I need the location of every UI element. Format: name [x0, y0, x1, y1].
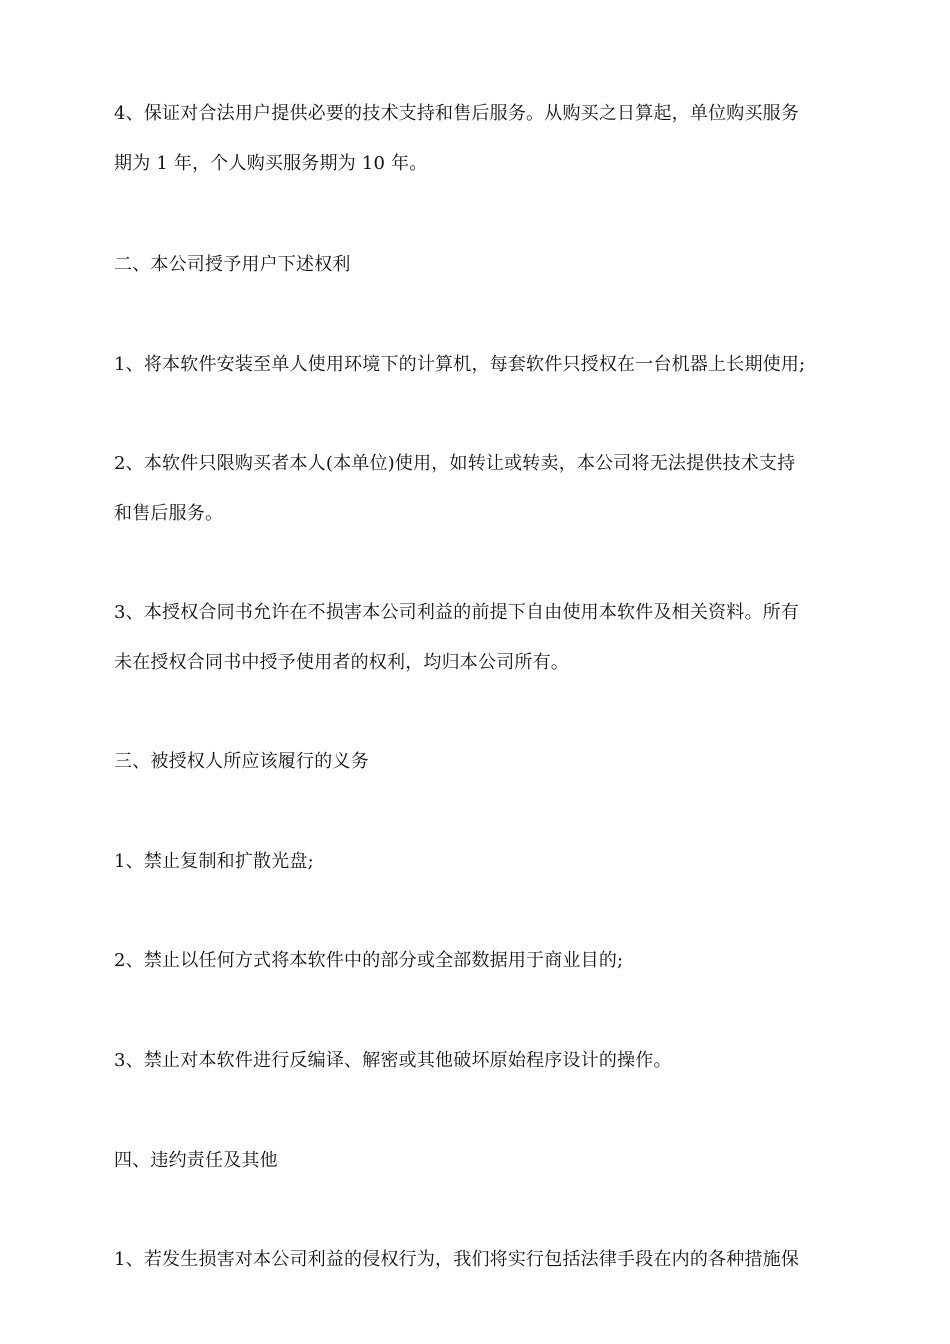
section-2-heading: 二、本公司授予用户下述权利 [114, 254, 351, 275]
clause-4-line-1: 4、保证对合法用户提供必要的技术支持和售后服务。从购买之日算起，单位购买服务 [114, 103, 800, 124]
section-2-item-2-line-1: 2、本软件只限购买者本人(本单位)使用，如转让或转卖，本公司将无法提供技术支持 [114, 453, 796, 474]
section-3-item-3: 3、禁止对本软件进行反编译、解密或其他破坏原始程序设计的操作。 [114, 1050, 672, 1071]
section-2-item-2-line-2: 和售后服务。 [114, 503, 224, 524]
section-3-heading: 三、被授权人所应该履行的义务 [114, 751, 369, 772]
section-3-item-1: 1、禁止复制和扩散光盘; [114, 851, 314, 872]
section-4-item-1-line-1: 1、若发生损害对本公司利益的侵权行为，我们将实行包括法律手段在内的各种措施保 [114, 1249, 800, 1270]
section-3-item-2: 2、禁止以任何方式将本软件中的部分或全部数据用于商业目的; [114, 950, 624, 971]
clause-4-line-2: 期为 1 年，个人购买服务期为 10 年。 [114, 153, 428, 174]
section-4-heading: 四、违约责任及其他 [114, 1150, 278, 1171]
section-2-item-1: 1、将本软件安装至单人使用环境下的计算机，每套软件只授权在一台机器上长期使用; [114, 354, 806, 375]
section-2-item-3-line-2: 未在授权合同书中授予使用者的权利，均归本公司所有。 [114, 652, 569, 673]
section-2-item-3-line-1: 3、本授权合同书允许在不损害本公司利益的前提下自由使用本软件及相关资料。所有 [114, 602, 800, 623]
